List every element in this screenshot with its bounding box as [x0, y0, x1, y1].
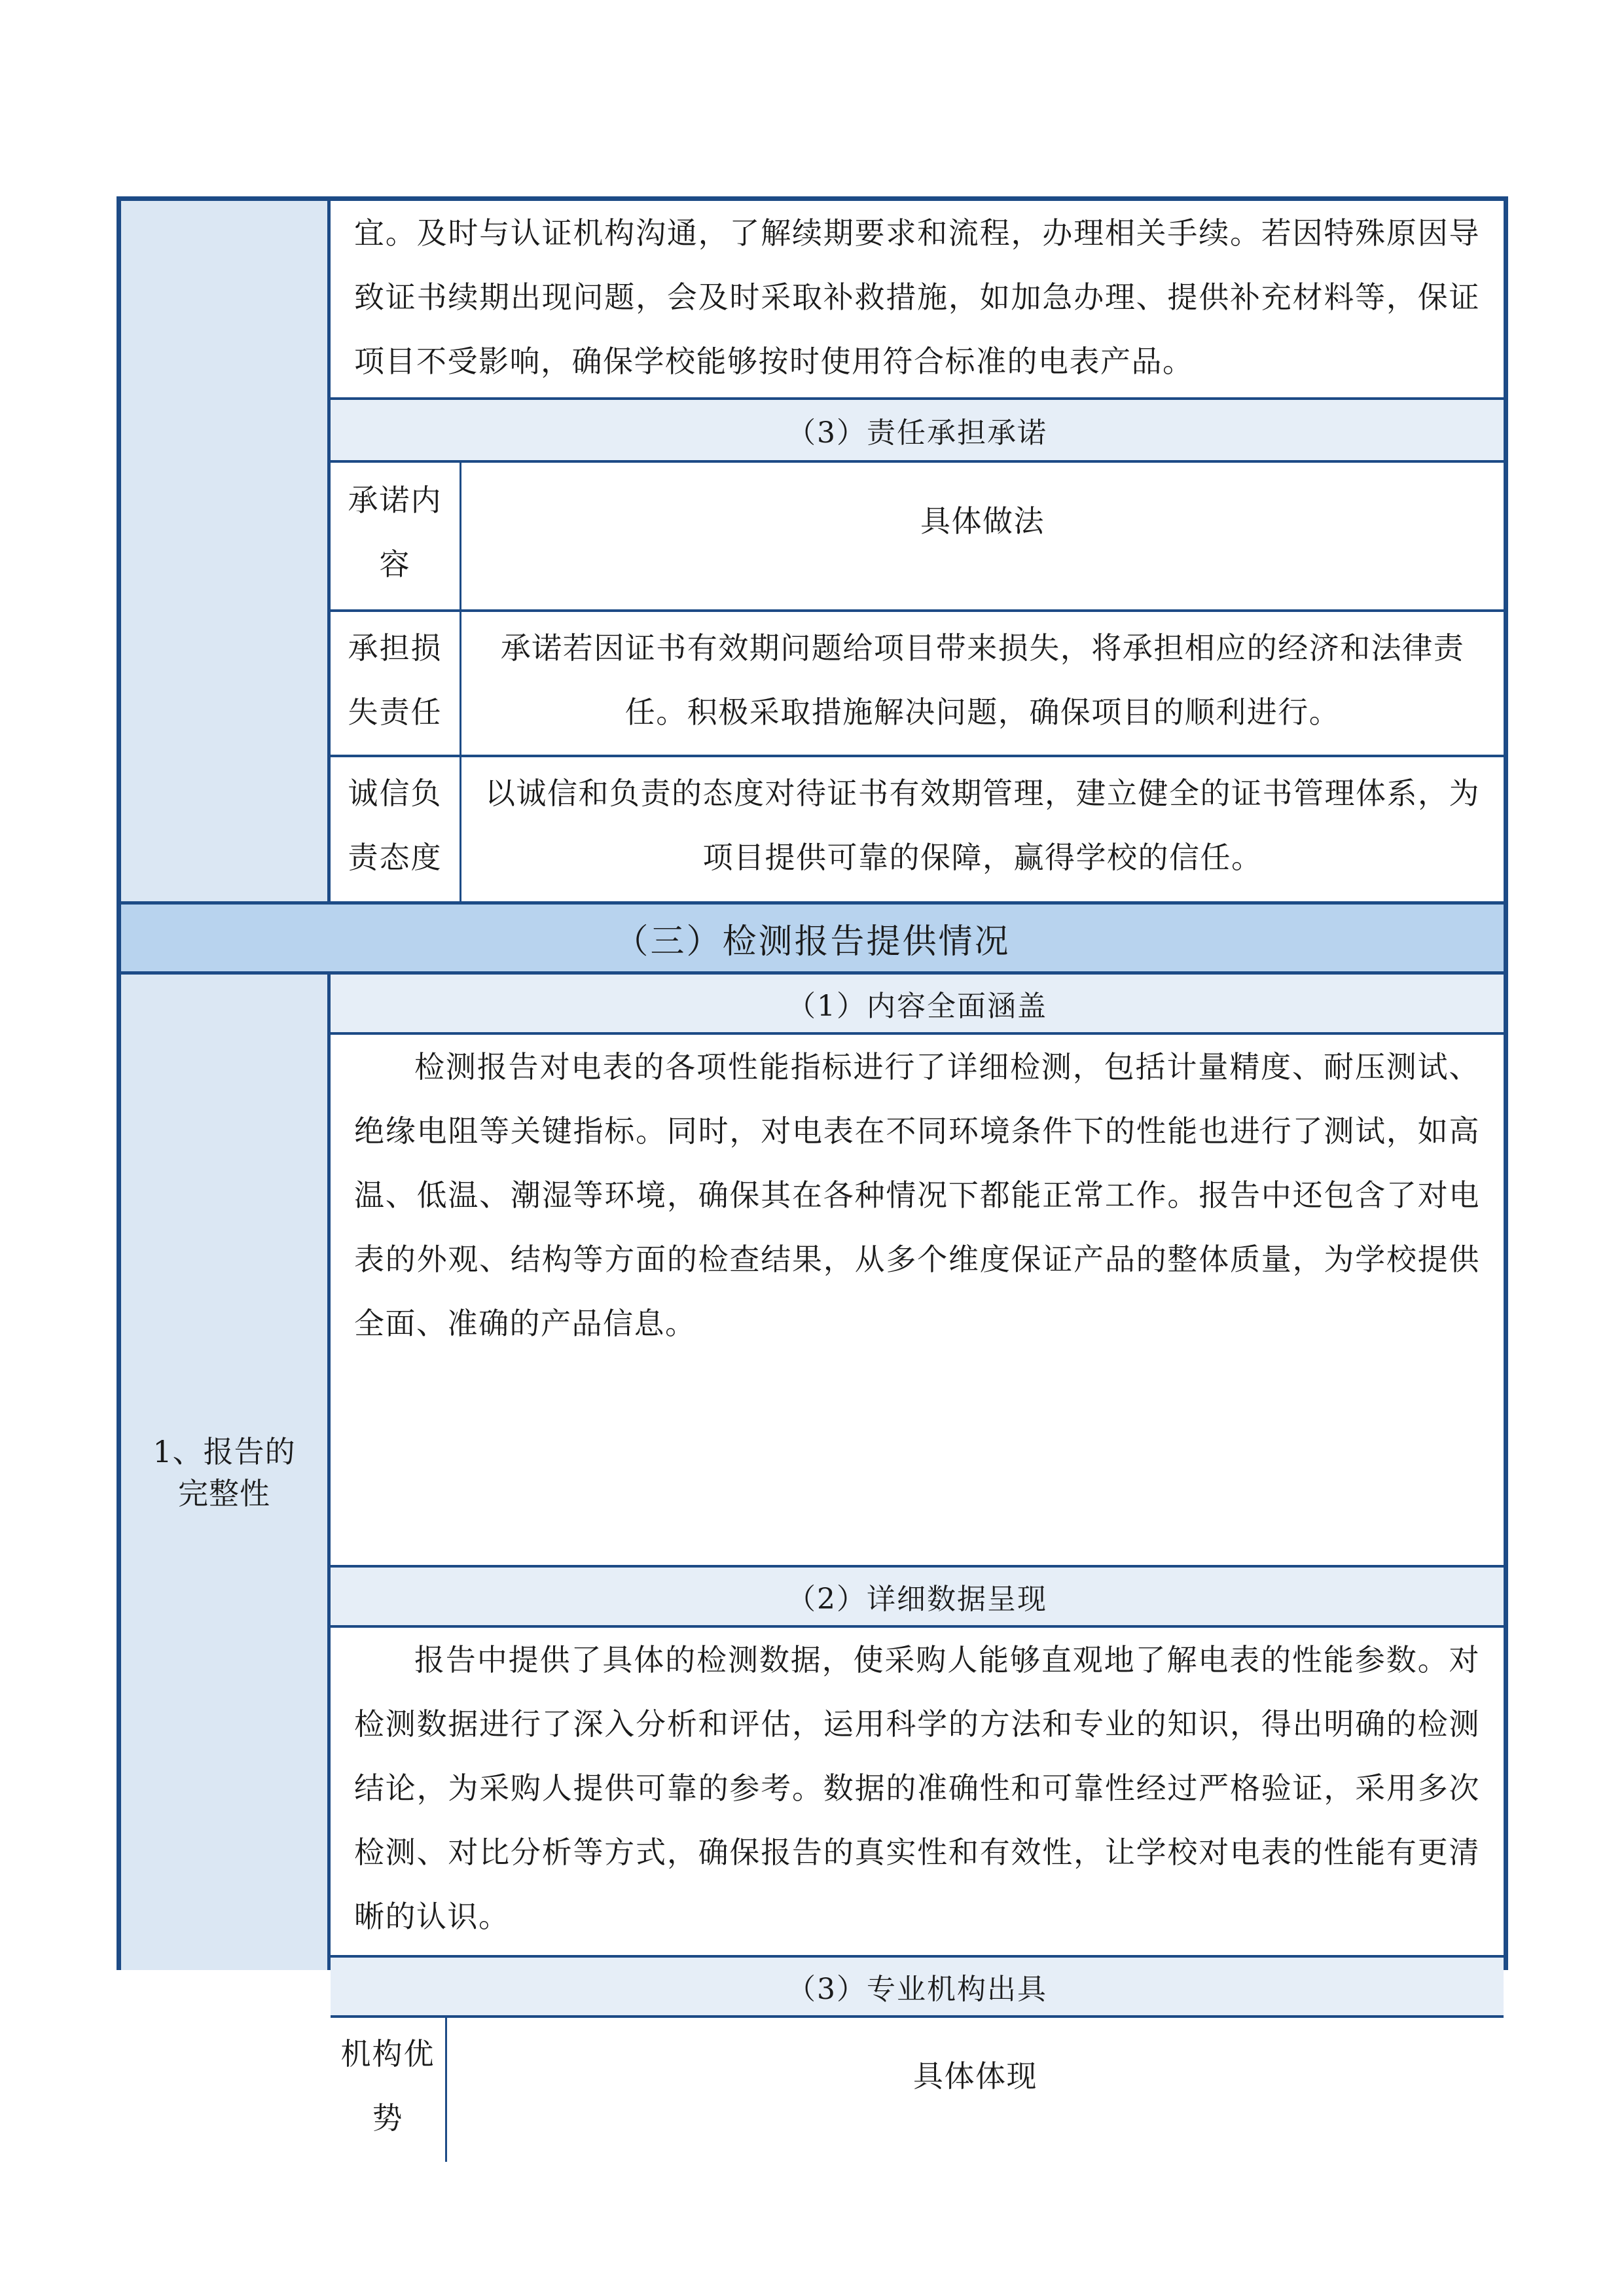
specific-embodiment-header: 具体体现	[913, 2058, 1038, 2094]
left-column-upper	[121, 201, 331, 901]
sub1-heading: （1）内容全面涵盖	[331, 975, 1504, 1035]
section-three-title: （三）检测报告提供情况	[121, 901, 1504, 975]
report-completeness-label: 1、报告的完整性	[153, 1433, 296, 1511]
row-text-loss-responsibility: 承诺若因证书有效期问题给项目带来损失，将承担相应的经济和法律责任。积极采取措施解决问题，确保项目的顺利进行。	[461, 609, 1504, 755]
commitment-content-header: 承诺内容	[331, 463, 461, 609]
row-text-integrity: 以诚信和负责的态度对待证书有效期管理，建立健全的证书管理体系，为项目提供可靠的保障，赢得学校的信任。	[461, 755, 1504, 901]
specific-practice-header: 具体做法	[920, 503, 1045, 539]
responsibility-heading: （3）责任承担承诺	[331, 397, 1504, 463]
sub2-heading: （2）详细数据呈现	[331, 1565, 1504, 1628]
left-column-lower	[121, 975, 331, 1970]
continued-paragraph: 宜。及时与认证机构沟通，了解续期要求和流程，办理相关手续。若因特殊原因导致证书续期出现问题，会及时采取补救措施，如加急办理、提供补充材料等，保证项目不受影响，确保学校能够按时使用符合标准的电表产品。	[354, 215, 1480, 379]
sub3-heading: （3）专业机构出具	[331, 1955, 1504, 2018]
row-label-loss-responsibility: 承担损失责任	[331, 609, 461, 755]
document-table	[117, 196, 1508, 2136]
institution-advantage-header: 机构优势	[331, 2018, 447, 2162]
sub2-paragraph: 报告中提供了具体的检测数据，使采购人能够直观地了解电表的性能参数。对检测数据进行了深入分析和评估，运用科学的方法和专业的知识，得出明确的检测结论，为采购人提供可靠的参考。数据的准确性和可靠性经过严格验证，采用多次检测、对比分析等方式，确保报告的真实性和有效性，让学校对电表的性能有更清晰的认识。	[354, 1642, 1480, 1934]
sub1-paragraph: 检测报告对电表的各项性能指标进行了详细检测，包括计量精度、耐压测试、绝缘电阻等关键指标。同时，对电表在不同环境条件下的性能也进行了测试，如高温、低温、潮湿等环境，确保其在各种情况下都能正常工作。报告中还包含了对电表的外观、结构等方面的检查结果，从多个维度保证产品的整体质量，为学校提供全面、准确的产品信息。	[354, 1049, 1480, 1341]
row-label-integrity: 诚信负责态度	[331, 755, 461, 901]
